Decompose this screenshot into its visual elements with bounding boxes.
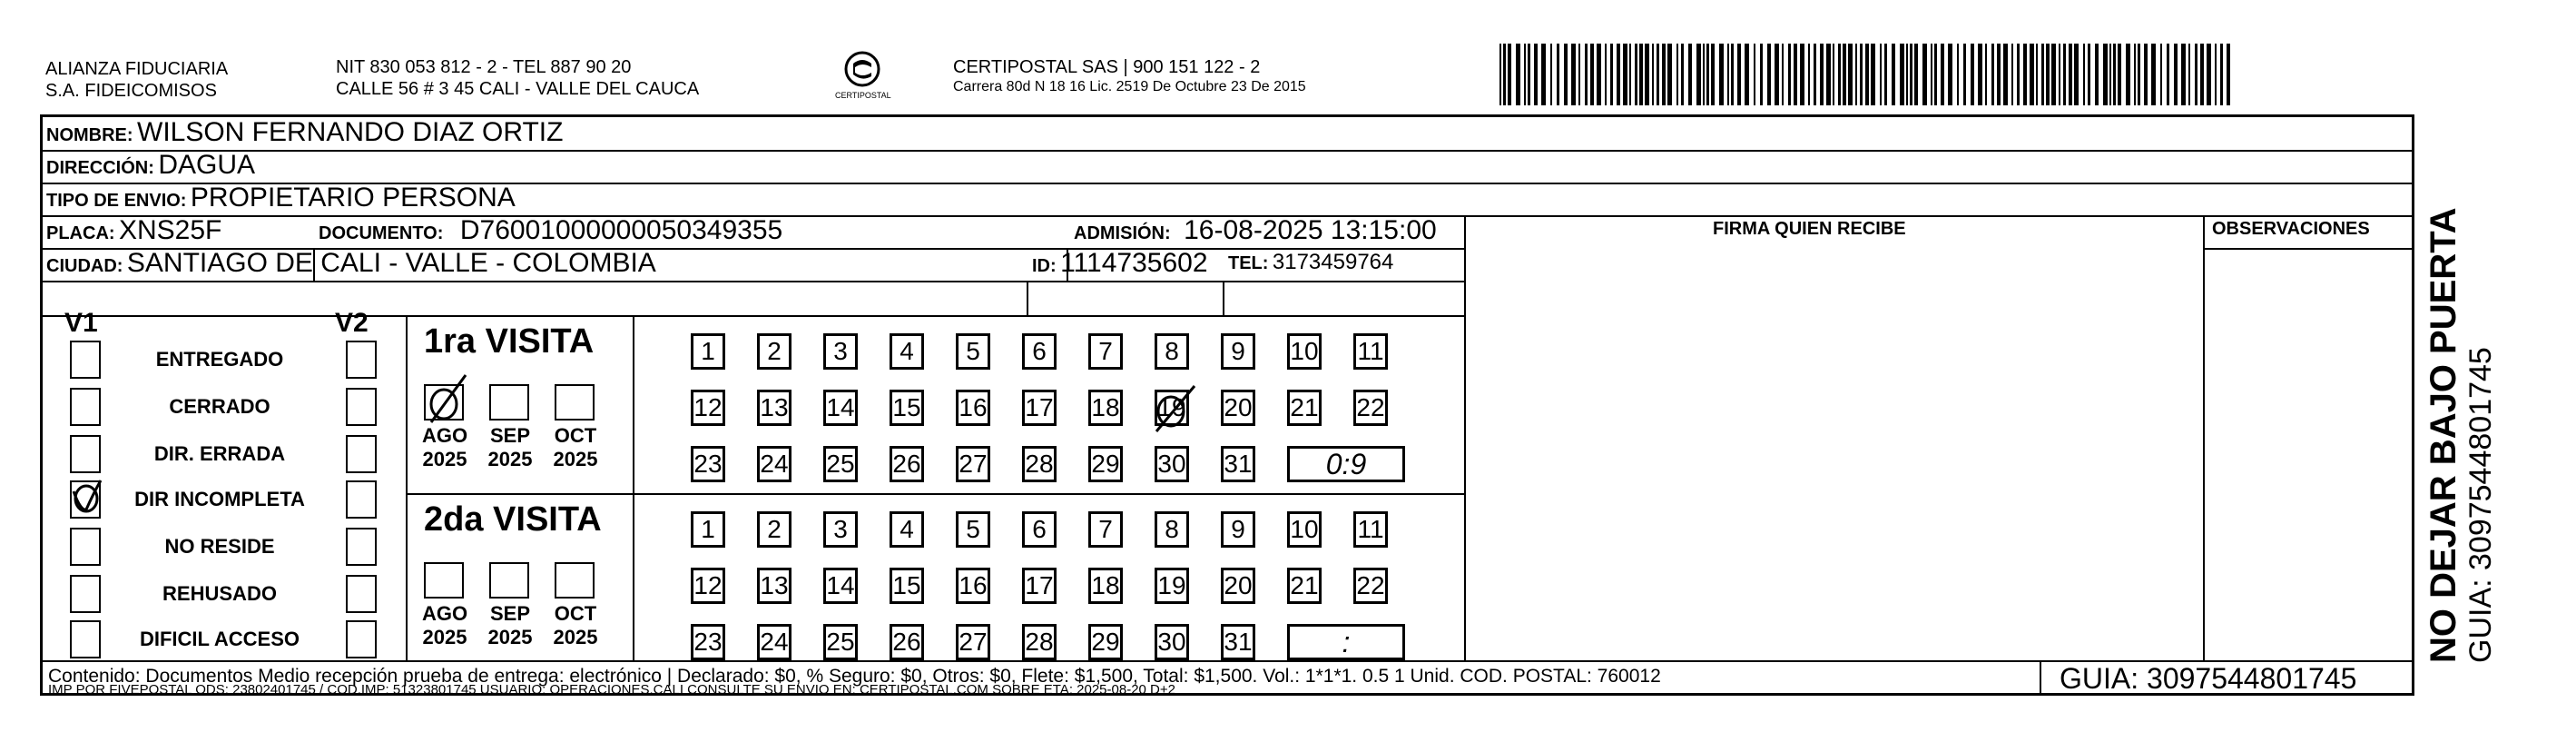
month-name: SEP [489,602,531,625]
time-field[interactable]: : [1287,624,1405,660]
day-checkbox[interactable]: 19 [1155,390,1189,426]
day-checkbox[interactable]: 13 [757,568,791,604]
day-checkbox[interactable]: 16 [956,390,990,426]
day-checkbox[interactable]: 6 [1022,333,1057,370]
day-checkbox[interactable]: 21 [1287,390,1322,426]
day-checkbox[interactable]: 22 [1353,390,1388,426]
day-checkbox[interactable]: 10 [1287,333,1322,370]
day-checkbox[interactable]: 31 [1221,446,1255,482]
month-label [478,602,542,649]
day-checkbox[interactable]: 24 [757,446,791,482]
day-checkbox[interactable]: 29 [1088,446,1123,482]
observations-area[interactable] [2207,252,2410,657]
ciudad-value: SANTIAGO DE CALI - VALLE - COLOMBIA [126,248,656,278]
month-label [413,602,477,649]
admision-value: 16-08-2025 13:15:00 [1184,215,1437,245]
nombre-value: WILSON FERNANDO DIAZ ORTIZ [137,117,564,147]
v1-checkbox[interactable] [70,528,101,566]
firma-header: FIRMA QUIEN RECIBE [1713,219,1906,239]
day-checkbox[interactable]: 7 [1088,511,1123,548]
month-year: 2025 [553,448,598,470]
v2-label: V2 [335,308,369,338]
footer-content: Contenido: Documentos Medio recepción prueba de entrega: electrónico | Declarado: $0, % Seguro: $0, Otros: $0, Flete: $1,500, Total: $1,500. Vol.: 1*1*1. 0.5 1 Unid. COD. POSTAL: 760012 [48,666,1661,687]
signature-area[interactable] [1468,252,2201,657]
day-checkbox[interactable]: 4 [890,511,924,548]
sender-address: CALLE 56 # 3 45 CALI - VALLE DEL CAUCA [336,79,700,99]
reason-label: DIFICIL ACCESO [139,628,300,650]
day-checkbox[interactable]: 5 [956,333,990,370]
month-year: 2025 [422,448,467,470]
day-checkbox[interactable]: 29 [1088,624,1123,660]
day-checkbox[interactable]: 3 [823,333,858,370]
day-checkbox[interactable]: 31 [1221,624,1255,660]
observaciones-header: OBSERVACIONES [2212,219,2370,239]
ciudad-label: CIUDAD: [46,256,123,276]
check-mark-icon [420,371,475,430]
time-field[interactable]: 0:9 [1287,446,1405,482]
side-warning: NO DEJAR BAJO PUERTA [2424,207,2463,663]
day-checkbox[interactable]: 30 [1155,624,1189,660]
month-name: AGO [421,602,468,625]
sender-name-line1: ALIANZA FIDUCIARIA [45,59,229,79]
month-label [413,424,477,471]
visit-title: 1ra VISITA [424,322,595,361]
sender-info [336,56,699,100]
v2-checkbox[interactable] [346,435,377,473]
reason-label: ENTREGADO [155,348,284,371]
month-checkbox[interactable] [555,384,595,421]
day-checkbox[interactable]: 17 [1022,390,1057,426]
day-checkbox[interactable]: 14 [823,568,858,604]
v1-checkbox[interactable] [70,388,101,426]
day-checkbox[interactable]: 25 [823,446,858,482]
reason-label: NO RESIDE [164,535,275,558]
v2-checkbox[interactable] [346,388,377,426]
v1-label: V1 [64,308,98,338]
id-label: ID: [1032,256,1057,276]
day-checkbox[interactable]: 12 [691,390,725,426]
placa-value: XNS25F [119,215,222,245]
sender-nit: NIT 830 053 812 - 2 - TEL 887 90 20 [336,57,632,77]
v2-checkbox[interactable] [346,528,377,566]
documento-value: D76001000000050349355 [459,215,783,245]
visit-title: 2da VISITA [424,500,602,539]
month-year: 2025 [487,448,533,470]
day-checkbox[interactable]: 8 [1155,333,1189,370]
month-checkbox[interactable] [555,562,595,599]
day-checkbox[interactable]: 15 [890,390,924,426]
month-label [478,424,542,471]
footer-guia: GUIA: 3097544801745 [2060,662,2357,695]
direccion-value: DAGUA [158,150,256,180]
day-checkbox[interactable]: 11 [1353,333,1388,370]
v1-checkbox[interactable] [70,620,101,658]
tipo-envio-value: PROPIETARIO PERSONA [190,183,516,213]
day-checkbox[interactable]: 28 [1022,446,1057,482]
side-text [2424,207,2498,663]
month-checkbox[interactable] [489,562,529,599]
tipo-envio-field [46,183,516,213]
nombre-field [46,117,563,148]
day-checkbox[interactable]: 9 [1221,511,1255,548]
admision-label: ADMISIÓN: [1074,223,1171,243]
day-checkbox[interactable]: 26 [890,624,924,660]
tel-value: 3173459764 [1272,250,1394,274]
carrier-name: CERTIPOSTAL SAS | 900 151 122 - 2 [953,57,1261,77]
month-checkbox[interactable] [489,384,529,421]
v2-checkbox[interactable] [346,620,377,658]
day-checkbox[interactable]: 2 [757,333,791,370]
direccion-label: DIRECCIÓN: [46,158,154,178]
day-checkbox[interactable]: 25 [823,624,858,660]
side-guia: GUIA: 3097544801745 [2463,347,2498,663]
month-year: 2025 [553,626,598,648]
v1-checkbox[interactable] [70,480,101,519]
day-checkbox[interactable]: 12 [691,568,725,604]
day-checkbox[interactable]: 6 [1022,511,1057,548]
tipo-envio-label: TIPO DE ENVIO: [46,191,187,211]
month-name: AGO [421,424,468,447]
barcode-image [1499,44,2233,105]
day-checkbox[interactable]: 28 [1022,624,1057,660]
id-field [1032,248,1208,279]
month-name: OCT [554,602,597,625]
day-checkbox[interactable]: 23 [691,624,725,660]
day-checkbox[interactable]: 20 [1221,390,1255,426]
day-checkbox[interactable]: 19 [1155,568,1189,604]
id-value: 1114735602 [1060,248,1208,278]
day-checkbox[interactable]: 16 [956,568,990,604]
carrier-address: Carrera 80d N 18 16 Lic. 2519 De Octubre 23 De 2015 [953,79,1306,94]
day-checkbox[interactable]: 8 [1155,511,1189,548]
day-checkbox[interactable]: 2 [757,511,791,548]
v2-checkbox[interactable] [346,341,377,379]
admision-field [1074,215,1437,246]
sender-name [45,58,228,102]
day-checkbox[interactable]: 20 [1221,568,1255,604]
day-checkbox[interactable]: 14 [823,390,858,426]
day-checkbox[interactable]: 18 [1088,390,1123,426]
day-checkbox[interactable]: 1 [691,511,725,548]
day-checkbox[interactable]: 11 [1353,511,1388,548]
day-checkbox[interactable]: 27 [956,446,990,482]
shipping-form [40,114,2414,696]
check-mark-icon [64,475,110,520]
v1-checkbox[interactable] [70,341,101,379]
v2-checkbox[interactable] [346,480,377,519]
day-checkbox[interactable]: 24 [757,624,791,660]
day-checkbox[interactable]: 10 [1287,511,1322,548]
logo-caption: CERTIPOSTAL [835,91,891,100]
nombre-label: NOMBRE: [46,125,133,145]
day-checkbox[interactable]: 4 [890,333,924,370]
month-label [544,602,607,649]
month-name: OCT [554,424,597,447]
ciudad-field [46,248,656,279]
day-checkbox[interactable]: 27 [956,624,990,660]
day-checkbox[interactable]: 5 [956,511,990,548]
sender-name-line2: S.A. FIDEICOMISOS [45,81,217,101]
day-checkbox[interactable]: 7 [1088,333,1123,370]
reason-label: DIR. ERRADA [153,442,286,465]
certipostal-logo [835,47,890,104]
day-checkbox[interactable]: 30 [1155,446,1189,482]
v2-checkbox[interactable] [346,575,377,613]
month-year: 2025 [487,626,533,648]
v1-checkbox[interactable] [70,575,101,613]
documento-label: DOCUMENTO: [319,223,444,243]
month-name: SEP [489,424,531,447]
day-checkbox[interactable]: 22 [1353,568,1388,604]
carrier-info [953,56,1306,96]
v1-checkbox[interactable] [70,435,101,473]
month-checkbox[interactable] [424,384,464,421]
check-mark-icon [1149,381,1198,440]
reason-label: DIR INCOMPLETA [134,488,305,510]
tel-field [1228,250,1393,275]
direccion-field [46,150,255,181]
reason-label: CERRADO [169,395,270,418]
day-checkbox[interactable]: 21 [1287,568,1322,604]
day-checkbox[interactable]: 9 [1221,333,1255,370]
day-checkbox[interactable]: 1 [691,333,725,370]
day-checkbox[interactable]: 23 [691,446,725,482]
reason-label: REHUSADO [162,582,277,605]
month-checkbox[interactable] [424,562,464,599]
day-checkbox[interactable]: 3 [823,511,858,548]
day-checkbox[interactable]: 18 [1088,568,1123,604]
month-label [544,424,607,471]
tel-label: TEL: [1228,253,1269,273]
day-checkbox[interactable]: 15 [890,568,924,604]
month-year: 2025 [422,626,467,648]
day-checkbox[interactable]: 13 [757,390,791,426]
placa-label: PLACA: [46,223,115,243]
documento-field [319,215,782,246]
day-checkbox[interactable]: 26 [890,446,924,482]
day-checkbox[interactable]: 17 [1022,568,1057,604]
placa-field [46,215,221,246]
barcode [1499,44,2233,105]
footer-print-info: IMP POR FIVEPOSTAL ODS: 23802401745 / COD.IMP: 51323801745 USUARIO: OPERACIONES.CALI CONSULTE SU ENVIO EN: CERTIPOSTAL.COM SOBRE ETA: 2025-08-20 D+2 [48,682,1175,698]
